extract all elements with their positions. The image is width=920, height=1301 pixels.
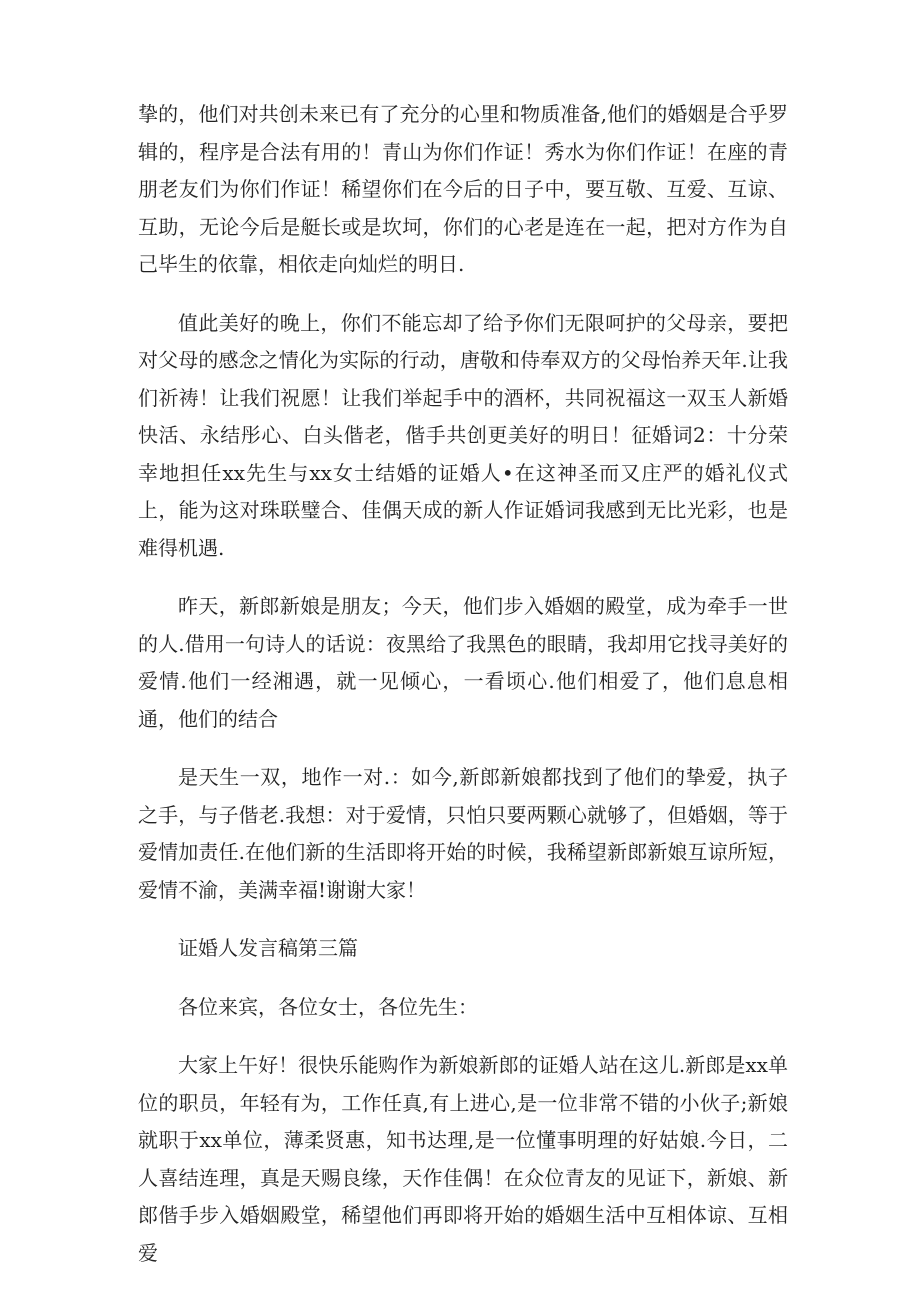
paragraph-3: 昨天，新郎新娘是朋友；今天，他们步入婚姻的殿堂，成为牵手一世的人.借用一句诗人的话说：夜黑给了我黑色的眼睛，我却用它找寻美好的爱情.他们一经湘遇，就一见倾心，一看顷心.他们相爱了，他们息息相通，他们的结合 xyxy=(138,594,788,731)
paragraph-1: 挚的，他们对共创未来已有了充分的心里和物质准备,他们的婚姻是合乎罗辑的，程序是合法有用的！青山为你们作证！秀水为你们作证！在座的青朋老友们为你们作证！稀望你们在今后的日子中，要互敬、互爱、互谅、互助，无论今后是艇长或是坎坷，你们的心老是连在一起，把对方作为自己毕生的依靠，相依走向灿烂的明日. xyxy=(138,102,788,276)
paragraph-7: 大家上午好！很快乐能购作为新娘新郎的证婚人站在这儿.新郎是xx单位的职员，年轻有为，工作任真,有上进心,是一位非常不错的小伙子;新娘就职于xx单位，薄柔贤惠，知书达理,是一位懂事明理的好姑娘.今日，二人喜结连理，真是天赐良缘，天作佳偶！在众位青友的见证下，新娘、新郎偕手步入婚姻殿堂，稀望他们再即将开始的婚姻生活中互相体谅、互相爱 xyxy=(138,1053,788,1265)
section-heading: 证婚人发言稿第三篇 xyxy=(178,936,358,960)
paragraph-4: 是天生一双，地作一对.：如今,新郎新娘都找到了他们的挚爱，执子之手，与子偕老.我想：对于爱情，只怕只要两颗心就够了，但婚姻，等于爱情加责任.在他们新的生活即将开始的时候，我稀望新郎新娘互谅所短，爱情不渝，美满幸福!谢谢大家！ xyxy=(138,765,788,902)
document-body xyxy=(138,96,788,1293)
salutation: 各位来宾，各位女士，各位先生： xyxy=(178,994,478,1019)
paragraph-2: 值此美好的晚上，你们不能忘却了给予你们无限呵护的父母亲，要把对父母的感念之情化为实际的行动，唐敬和侍奉双方的父母怡养天年.让我们祈祷！让我们祝愿！让我们举起手中的酒杯，共同祝福这一双玉人新婚快活、永结彤心、白头偕老，偕手共创更美好的明日！征婚词2：十分荣幸地担任xx先生与xx女士结婚的证婚人•在这神圣而又庄严的婚礼仪式上，能为这对珠联璧合、佳偶天成的新人作证婚词我感到无比光彩，也是难得机遇. xyxy=(138,310,788,560)
